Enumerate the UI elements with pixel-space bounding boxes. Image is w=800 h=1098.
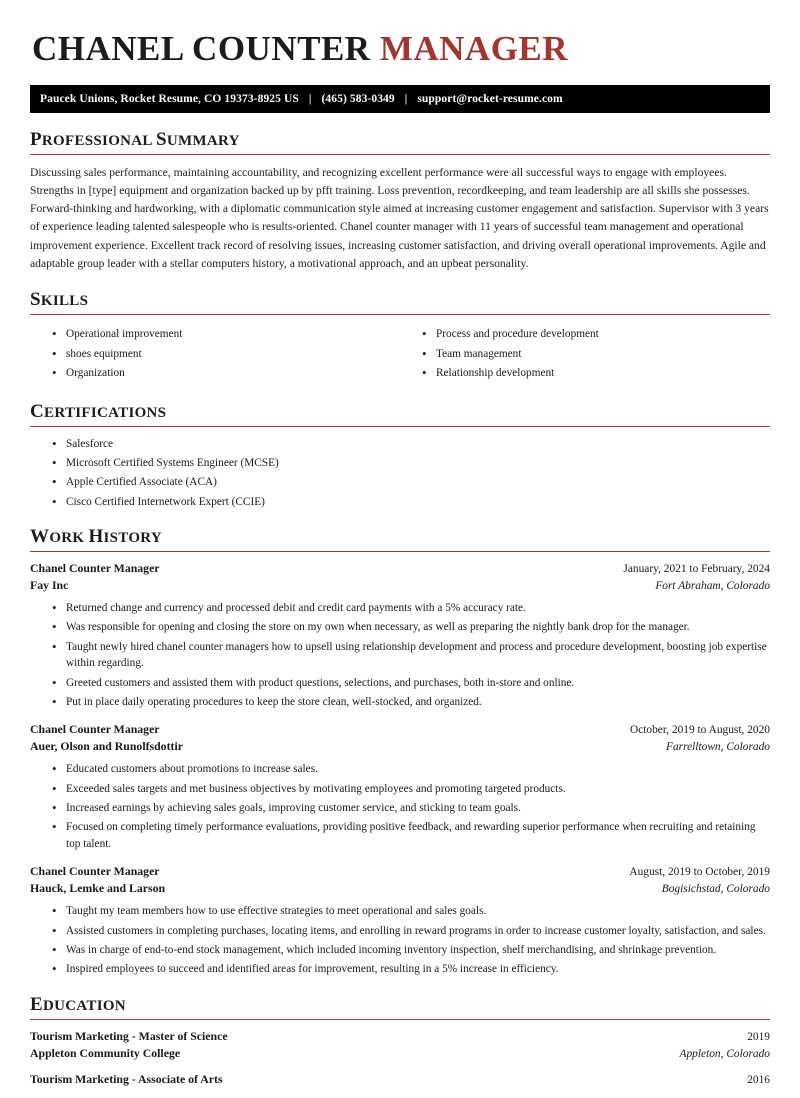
list-item: • shoes equipment [52,346,400,362]
summary-text: Discussing sales performance, maintaining accountability, and recognizing excellent performance were all successful ways to engage with employees. Strengths in [type] equipment and organization backed up by pfft training. Loss prevention, recordkeeping, and team leadership are all skills she possesses. Forward-thinking and hardworking, with a diplomatic communication style aimed at increasing customer engagement and satisfaction. Supervisor with 3 years of experience leading talented salespeople who is results-oriented. Chanel counter manager with 11 years of successful team management and operational improvement experience. Excellent track record of resolving issues, increasing customer satisfaction, and driving overall operational improvements. Agile and adaptable group leader with a stellar computers history, a motivational approach, and an upbeat personality. [30,165,769,271]
education-header-row [30,1072,770,1087]
work-history-entry [30,864,770,978]
section-title-cap-2: S [155,128,167,150]
skills-list-right [400,326,770,381]
education-header-row [30,1029,770,1044]
list-item: • Taught my team members how to use effective strategies to meet operational and sales goals. [52,903,770,919]
education-school: Appleton Community College [30,1045,181,1060]
section-title-rest-1: ORK [49,530,89,546]
list-item: • Greeted customers and assisted them with product questions, selections, and purchases, both in-store and online. [52,675,770,691]
list-item: • Organization [52,365,400,381]
job-location: Fort Abraham, Colorado [655,580,770,592]
job-header-row [30,864,770,879]
job-title: Chanel Counter Manager [30,864,160,879]
work-history-entry [30,561,770,710]
skills-column-right [400,324,770,384]
skills-list-left [30,326,400,381]
section-certifications [30,401,770,511]
section-title-cap-1: W [30,526,50,547]
section-divider [30,551,770,552]
list-item: • Assisted customers in completing purchases, locating items, and enrolling in reward programs in order to increase customer loyalty, satisfaction, and sales. [52,923,770,939]
certifications-list [30,436,770,511]
section-title-certifications [30,401,770,426]
education-degree: Tourism Marketing - Master of Science [30,1028,228,1043]
list-item: • Operational improvement [52,326,400,342]
list-item: • Exceeded sales targets and met business objectives by motivating employees and promoting targeted products. [52,781,770,797]
section-title-rest-2: UMMARY [166,132,240,149]
contact-address: Paucek Unions, Rocket Resume, CO 19373-8925 US [40,92,299,105]
list-item: • Returned change and currency and processed debit and credit card payments with a 5% accuracy rate. [52,600,770,616]
section-title-work-history [30,526,770,551]
section-professional-summary [30,129,770,274]
list-item: • Taught newly hired chanel counter managers how to upsell using relationship development and process and procedure development, boosting job expertise within regarding. [52,639,770,672]
list-item: • Cisco Certified Internetwork Expert (CCIE) [52,494,770,510]
section-title-cap-2: H [88,526,104,547]
list-item: • Inspired employees to succeed and identified areas for improvement, resulting in a 5% increase in efficiency. [52,961,770,977]
contact-email: support@rocket-resume.com [417,92,563,105]
section-title-rest-2: ISTORY [103,530,163,546]
job-company: Hauck, Lemke and Larson [30,881,166,896]
job-subheader-row [30,578,770,593]
job-location: Farrelltown, Colorado [665,741,770,754]
education-location: Appleton, Colorado [679,1047,770,1060]
list-item: • Was responsible for opening and closing the store on my own when necessary, as well as preparing the nightly bank drop for the manager. [52,619,770,635]
education-degree: Tourism Marketing - Associate of Arts [30,1071,223,1086]
section-work-history [30,526,770,978]
job-bullets [30,761,770,852]
section-title-rest: KILLS [40,293,89,310]
skills-columns [30,324,770,384]
contact-bar [30,85,770,113]
job-company: Auer, Olson and Runolfsdottir [30,739,183,754]
list-item: • Was in charge of end-to-end stock management, which included incoming inventory inspection, shelf merchandising, and shrinkage prevention. [52,942,770,958]
section-title-education [30,994,770,1019]
job-header-row [30,722,770,737]
list-item: • Process and procedure development [422,326,770,342]
list-item: • Relationship development [422,365,770,381]
job-header-row [30,561,770,576]
contact-separator-1: | [308,92,312,105]
work-history-entry [30,722,770,852]
section-divider [30,426,770,427]
section-title-rest: ERTIFICATIONS [44,404,167,421]
list-item: • Put in place daily operating procedures to keep the store clean, well-stocked, and organized. [52,694,770,710]
job-subheader-row [30,739,770,754]
job-title: Chanel Counter Manager [30,722,160,737]
section-divider [30,1019,770,1020]
job-dates: August, 2019 to October, 2019 [629,866,770,879]
section-title-skills [30,289,770,314]
job-bullets [30,600,770,710]
section-divider [30,314,770,315]
job-subheader-row [30,881,770,896]
job-title: Chanel Counter Manager [30,561,160,575]
section-education [30,994,770,1087]
section-title-professional-summary [30,129,770,154]
skills-column-left [30,324,400,384]
list-item: • Apple Certified Associate (ACA) [52,474,770,490]
name-first: CHANEL COUNTER [32,29,371,68]
list-item: • Salesforce [52,436,770,452]
job-bullets [30,903,770,978]
section-title-cap: S [30,289,41,311]
page-title [32,30,770,69]
list-item: • Microsoft Certified Systems Engineer (MCSE) [52,455,770,471]
list-item: • Focused on completing timely performance evaluations, providing positive feedback, and rewarding superior performance when recruiting and retaining top talent. [52,819,770,852]
section-title-cap-1: P [30,128,42,150]
section-title-cap: E [30,993,43,1015]
job-dates: October, 2019 to August, 2020 [629,724,770,737]
education-subheader-row [30,1046,770,1061]
education-year: 2016 [747,1073,770,1086]
contact-phone: (465) 583-0349 [321,92,395,105]
job-company: Fay Inc [30,578,69,592]
contact-separator-2: | [404,92,408,105]
list-item: • Team management [422,346,770,362]
section-divider [30,154,770,155]
job-location: Bogisichstad, Colorado [661,883,770,896]
section-title-rest: DUCATION [42,997,126,1014]
section-skills [30,289,770,384]
section-title-rest-1: ROFESSIONAL [41,132,156,149]
job-dates: January, 2021 to February, 2024 [623,563,770,575]
list-item: • Increased earnings by achieving sales goals, improving customer service, and sticking to team goals. [52,800,770,816]
list-item: • Educated customers about promotions to increase sales. [52,761,770,777]
section-title-cap: C [30,400,45,422]
name-last: MANAGER [379,29,569,68]
education-year: 2019 [747,1030,770,1043]
education-entry [30,1072,770,1087]
education-entry [30,1029,770,1061]
